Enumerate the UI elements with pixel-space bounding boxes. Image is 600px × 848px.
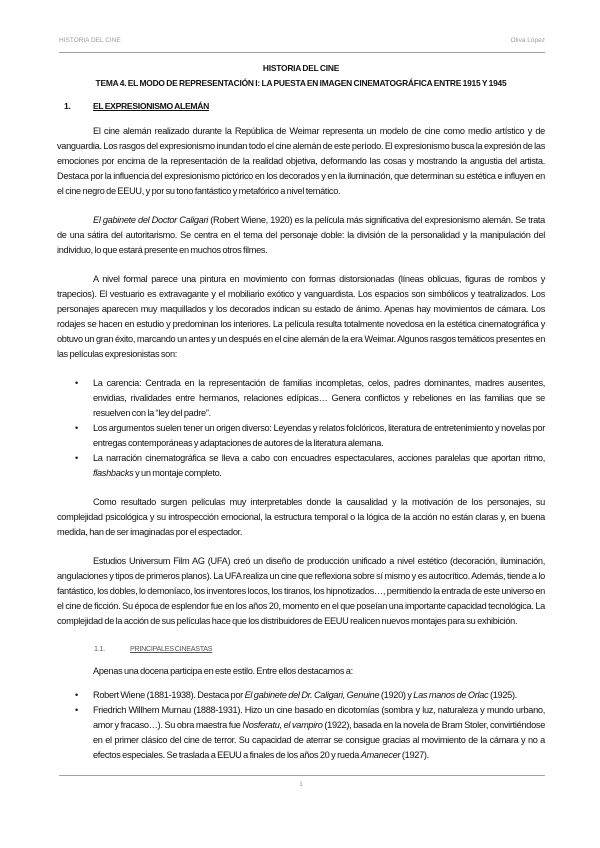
- paragraph: Como resultado surgen películas muy interpretables donde la causalidad y la motivación de los personajes, su complejidad psicológica y su introspección emocional, la estructura temporal o la lógica de la acción no están claras y, en buena medida, han de ser imaginadas por el espectador.: [57, 497, 545, 537]
- film-title: Nosferatu, el vampiro: [242, 720, 323, 730]
- item-text: (1925).: [488, 690, 517, 700]
- item-text: (1920) y: [379, 690, 414, 700]
- item-text: Friedrich Willhem Murnau (1888-1931). Hizo un cine basado en dicotomías (sombra y luz, naturaleza y mundo urbano, amor y fracaso…). Su obra maestra fue: [93, 705, 545, 730]
- footer-divider: [59, 775, 545, 776]
- header-divider: [59, 52, 545, 53]
- list-item: [57, 451, 545, 481]
- item-italic: flashbacks: [93, 468, 134, 478]
- section-title: EL EXPRESIONISMO ALEMÁN: [93, 101, 210, 111]
- film-title: El gabinete del Doctor Caligari: [93, 215, 208, 225]
- item-text: (1927).: [400, 750, 429, 760]
- doc-subtitle: TEMA 4. EL MODO DE REPRESENTACIÓN I: LA PUESTA EN IMAGEN CINEMATOGRÁFICA ENTRE 1915 Y 1945: [95, 78, 507, 88]
- list-item: • La carencia: Centrada en la representación de familias incompletas, celos, padres dominantes, madres ausentes, envidias, rivalidades entre hermanos, relaciones edípicas… Genera conflictos y rebeliones en las familias que se resuelven con la “ley del padre”.: [57, 376, 545, 421]
- page-number: 1: [299, 781, 303, 788]
- bullet-list: [57, 376, 545, 481]
- subsection-number: 1.1.: [94, 644, 105, 653]
- list-item: • Los argumentos suelen tener un origen diverso: Leyendas y relatos folclóricos, literatura de entretenimiento y novelas por entregas contemporáneas y adaptaciones de autores de la literatura alemana.: [57, 421, 545, 451]
- section-heading: [57, 99, 545, 114]
- section-number: 1.: [64, 101, 71, 111]
- header-left: HISTORIA DEL CINE: [59, 37, 121, 44]
- subsection-heading: [57, 643, 545, 655]
- film-title: Las manos de Orlac: [413, 690, 489, 700]
- bullet-list: [57, 688, 545, 763]
- film-title: El gabinete del Dr. Caligari, Genuine: [244, 690, 380, 700]
- paragraph: El cine alemán realizado durante la República de Weimar representa un modelo de cine como medio artístico y de vanguardia. Los rasgos del expresionismo inundan todo el cine alemán de este período. El expresionismo busca la expresión de las emociones por encima de la representación de la realidad objetiva, deformando las cosas y mostrando la angustia del artista. Destaca por la influencia del expresionismo pictórico en los decorados y en la iluminación, que determinan su estética e influyen en el cine negro de EEUU, y por su tono fantástico y metafórico a nivel temático.: [57, 126, 545, 196]
- paragraph: Estudios Universum Film AG (UFA) creó un diseño de producción unificado a nivel estético (decoración, iluminación, angulaciones y tipos de primeros planos). La UFA realiza un cine que reflexiona sobre sí mismo y es autocrítico. Además, tiende a lo fantástico, los dobles, lo demoníaco, los inventores locos, los tiranos, los hipnotizados…, permitiendo la entrada de este universo en el cine de ficción. Su época de esplendor fue en los años 20, momento en el que poseían una importante capacidad tecnológica. La complejidad de la acción de sus películas hace que los distribuidores de EEUU realicen nuevos montajes para su exhibición.: [57, 556, 545, 626]
- running-header: [57, 36, 545, 52]
- list-item: [57, 688, 545, 703]
- header-author: Oliva López: [510, 37, 545, 44]
- item-text: Robert Wiene (1881-1938). Destaca por: [93, 690, 245, 700]
- item-text: y un montaje completo.: [133, 468, 222, 478]
- item-text: (1922), basada en la novela de Bram Stoler, convirtiéndose en el primer clásico del cine de terror. Su capacidad de aterrar se consigue gracias al movimiento de la cámara y no a efectos especiales. Se traslada a EEUU a finales de los años 20 y rueda: [93, 720, 546, 760]
- paragraph: [57, 213, 545, 258]
- film-title: Amanecer: [360, 750, 401, 760]
- item-text: La narración cinematográfica se lleva a cabo con encuadres espectaculares, acciones paralelas que aportan ritmo,: [93, 453, 545, 463]
- paragraph: Apenas una docena participa en este estilo. Entre ellos destacamos a:: [93, 666, 353, 676]
- subsection-title: PRINCIPALES CINEASTAS: [130, 644, 213, 653]
- document-body: [57, 61, 545, 763]
- paragraph-text: (Robert Wiene, 1920) es la película más significativa del expresionismo alemán. Se trata de una sátira del autoritarismo. Se centra en el tema del personaje doble: la división de la personalidad y la manipulación del individuo, lo que estará presente en muchos otros filmes.: [57, 215, 545, 255]
- list-item: [57, 703, 545, 763]
- paragraph: A nivel formal parece una pintura en movimiento con formas distorsionadas (líneas oblicuas, figuras de rombos y trapecios). El vestuario es extravagante y el mobiliario exótico y vanguardista. Los espacios son simbólicos y teatralizados. Los personajes aparecen muy maquillados y los decorados indican su estado de ánimo. Apenas hay movimientos de cámara. Los rodajes se hacen en estudio y predominan los interiores. La película resulta totalmente novedosa en la estética cinematográfica y obtuvo un gran éxito, marcando un antes y un después en el cine alemán de la era Weimar. Algunos rasgos temáticos presentes en las películas expresionistas son:: [57, 274, 545, 359]
- doc-title: HISTORIA DEL CINE: [262, 63, 340, 73]
